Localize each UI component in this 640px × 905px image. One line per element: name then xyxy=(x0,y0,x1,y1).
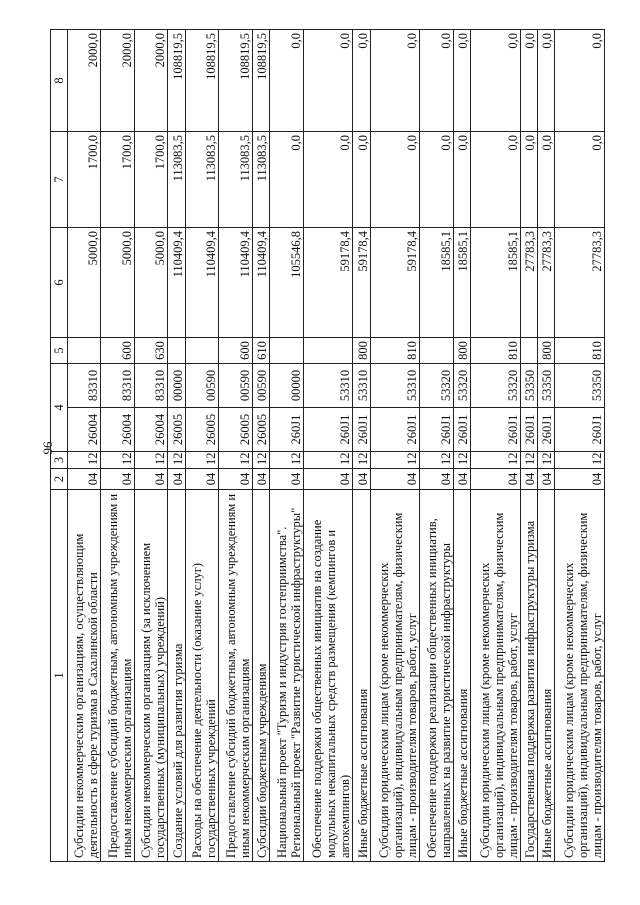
amount-col8-cell: 0,0 xyxy=(453,30,470,132)
pr-cell: 12 xyxy=(420,452,453,469)
expense-type-cell xyxy=(420,338,453,364)
budget-table xyxy=(50,29,605,862)
rotated-page xyxy=(50,30,605,862)
amount-col8-cell: 2000,0 xyxy=(134,30,167,132)
target-article-part1-cell: 26005 xyxy=(252,408,269,452)
amount-col8-cell: 0,0 xyxy=(470,30,520,132)
amount-col7-cell: 113083,5 xyxy=(219,132,252,228)
amount-col7-cell: 0,0 xyxy=(453,132,470,228)
amount-col6-cell: 5000,0 xyxy=(101,228,134,338)
amount-col7-cell: 113083,5 xyxy=(185,132,218,228)
pr-cell: 12 xyxy=(185,452,218,469)
target-article-part1-cell: 260J1 xyxy=(453,408,470,452)
name-cell: Расходы на обеспечение деятельности (оказание услуг) государственных учреждений xyxy=(185,490,218,862)
target-article-part1-cell: 260J1 xyxy=(303,408,353,452)
rz-cell: 04 xyxy=(370,469,420,490)
rz-cell: 04 xyxy=(470,469,520,490)
target-article-part1-cell: 26004 xyxy=(68,408,101,452)
amount-col6-cell: 110409,4 xyxy=(252,228,269,338)
page-number: 96 xyxy=(40,441,55,455)
expense-type-cell: 800 xyxy=(353,338,370,364)
target-article-part1-cell: 260J1 xyxy=(470,408,520,452)
amount-col7-cell: 1700,0 xyxy=(101,132,134,228)
header-cell: 3 xyxy=(51,452,68,469)
name-cell: Государственная поддержка развития инфраструктуры туризма xyxy=(520,490,537,862)
target-article-part1-cell: 26005 xyxy=(168,408,185,452)
pr-cell: 12 xyxy=(270,452,303,469)
table-row xyxy=(219,30,252,862)
name-cell: Субсидии бюджетным учреждениям xyxy=(252,490,269,862)
rz-cell: 04 xyxy=(555,469,605,490)
target-article-part2-cell: 83310 xyxy=(134,364,167,408)
target-article-part1-cell: 260J1 xyxy=(270,408,303,452)
name-cell: Обеспечение поддержки общественных инициатив на создание модульных некапитальных средств размещения (кемпингов и автокемпингов) xyxy=(303,490,353,862)
rz-cell: 04 xyxy=(68,469,101,490)
expense-type-cell: 610 xyxy=(252,338,269,364)
amount-col8-cell: 2000,0 xyxy=(68,30,101,132)
pr-cell: 12 xyxy=(101,452,134,469)
amount-col8-cell: 0,0 xyxy=(555,30,605,132)
amount-col7-cell: 0,0 xyxy=(270,132,303,228)
pr-cell: 12 xyxy=(555,452,605,469)
amount-col7-cell: 0,0 xyxy=(537,132,554,228)
name-cell: Субсидии юридическим лицам (кроме некоммерческих организаций), индивидуальным предпринимателям, физическим лицам - производителям товаров, работ, услуг xyxy=(555,490,605,862)
amount-col6-cell: 18585,1 xyxy=(420,228,453,338)
target-article-part2-cell: 53350 xyxy=(555,364,605,408)
amount-col8-cell: 0,0 xyxy=(420,30,453,132)
amount-col6-cell: 105546,8 xyxy=(270,228,303,338)
pr-cell: 12 xyxy=(68,452,101,469)
pr-cell: 12 xyxy=(252,452,269,469)
table-row xyxy=(134,30,167,862)
amount-col6-cell: 18585,1 xyxy=(470,228,520,338)
target-article-part2-cell: 53310 xyxy=(303,364,353,408)
name-cell: Обеспечение поддержки реализации общественных инициатив, направленных на развитие туристической инфраструктуры xyxy=(420,490,453,862)
amount-col6-cell: 27783,3 xyxy=(520,228,537,338)
table-header-row xyxy=(51,30,68,862)
rz-cell: 04 xyxy=(520,469,537,490)
amount-col8-cell: 0,0 xyxy=(520,30,537,132)
target-article-part2-cell: 53310 xyxy=(370,364,420,408)
target-article-part2-cell: 00000 xyxy=(168,364,185,408)
expense-type-cell: 800 xyxy=(537,338,554,364)
amount-col7-cell: 1700,0 xyxy=(134,132,167,228)
amount-col8-cell: 0,0 xyxy=(537,30,554,132)
name-cell: Предоставление субсидий бюджетным, автономным учреждениям и иным некоммерческим организациям xyxy=(219,490,252,862)
pr-cell: 12 xyxy=(168,452,185,469)
table-row xyxy=(470,30,520,862)
rz-cell: 04 xyxy=(537,469,554,490)
rz-cell: 04 xyxy=(185,469,218,490)
amount-col7-cell: 113083,5 xyxy=(168,132,185,228)
target-article-part2-cell: 53350 xyxy=(537,364,554,408)
rz-cell: 04 xyxy=(168,469,185,490)
amount-col8-cell: 108819,5 xyxy=(252,30,269,132)
target-article-part2-cell: 83310 xyxy=(101,364,134,408)
amount-col7-cell: 0,0 xyxy=(420,132,453,228)
table-row xyxy=(353,30,370,862)
target-article-part1-cell: 260J1 xyxy=(370,408,420,452)
target-article-part2-cell: 53350 xyxy=(520,364,537,408)
amount-col7-cell: 0,0 xyxy=(370,132,420,228)
rz-cell: 04 xyxy=(134,469,167,490)
target-article-part1-cell: 260J1 xyxy=(420,408,453,452)
rz-cell: 04 xyxy=(353,469,370,490)
expense-type-cell: 630 xyxy=(134,338,167,364)
amount-col6-cell: 110409,4 xyxy=(185,228,218,338)
expense-type-cell: 800 xyxy=(453,338,470,364)
pr-cell: 12 xyxy=(537,452,554,469)
target-article-part2-cell: 53320 xyxy=(470,364,520,408)
header-cell: 2 xyxy=(51,469,68,490)
table-row xyxy=(252,30,269,862)
amount-col7-cell: 0,0 xyxy=(520,132,537,228)
amount-col6-cell: 59178,4 xyxy=(303,228,353,338)
rz-cell: 04 xyxy=(252,469,269,490)
amount-col6-cell: 59178,4 xyxy=(353,228,370,338)
expense-type-cell xyxy=(168,338,185,364)
target-article-part2-cell: 53320 xyxy=(453,364,470,408)
expense-type-cell: 810 xyxy=(370,338,420,364)
header-cell: 6 xyxy=(51,228,68,338)
pr-cell: 12 xyxy=(520,452,537,469)
amount-col8-cell: 108819,5 xyxy=(185,30,218,132)
header-cell: 8 xyxy=(51,30,68,132)
expense-type-cell: 600 xyxy=(219,338,252,364)
target-article-part2-cell: 00590 xyxy=(219,364,252,408)
target-article-part2-cell: 00590 xyxy=(252,364,269,408)
amount-col8-cell: 2000,0 xyxy=(101,30,134,132)
expense-type-cell: 810 xyxy=(555,338,605,364)
pr-cell: 12 xyxy=(453,452,470,469)
pr-cell: 12 xyxy=(353,452,370,469)
rz-cell: 04 xyxy=(101,469,134,490)
expense-type-cell: 810 xyxy=(470,338,520,364)
name-cell: Субсидии юридическим лицам (кроме некоммерческих организаций), индивидуальным предпринимателям, физическим лицам - производителям товаров, работ, услуг xyxy=(470,490,520,862)
table-row xyxy=(68,30,101,862)
target-article-part1-cell: 260J1 xyxy=(520,408,537,452)
name-cell: Иные бюджетные ассигнования xyxy=(353,490,370,862)
name-cell: Создание условий для развития туризма xyxy=(168,490,185,862)
amount-col6-cell: 5000,0 xyxy=(68,228,101,338)
table-row xyxy=(303,30,353,862)
rz-cell: 04 xyxy=(453,469,470,490)
amount-col6-cell: 110409,4 xyxy=(168,228,185,338)
pr-cell: 12 xyxy=(219,452,252,469)
expense-type-cell: 600 xyxy=(101,338,134,364)
amount-col6-cell: 5000,0 xyxy=(134,228,167,338)
amount-col7-cell: 0,0 xyxy=(353,132,370,228)
amount-col6-cell: 27783,3 xyxy=(537,228,554,338)
expense-type-cell xyxy=(303,338,353,364)
target-article-part2-cell: 83310 xyxy=(68,364,101,408)
name-cell: Предоставление субсидий бюджетным, автономным учреждениям и иным некоммерческим организациям xyxy=(101,490,134,862)
amount-col6-cell: 27783,3 xyxy=(555,228,605,338)
amount-col6-cell: 18585,1 xyxy=(453,228,470,338)
target-article-part1-cell: 26004 xyxy=(134,408,167,452)
name-cell: Иные бюджетные ассигнования xyxy=(453,490,470,862)
rotated-table-container xyxy=(50,30,605,862)
amount-col8-cell: 0,0 xyxy=(303,30,353,132)
pr-cell: 12 xyxy=(303,452,353,469)
amount-col7-cell: 113083,5 xyxy=(252,132,269,228)
rz-cell: 04 xyxy=(420,469,453,490)
header-cell: 4 xyxy=(51,364,68,452)
amount-col7-cell: 0,0 xyxy=(555,132,605,228)
target-article-part2-cell: 53310 xyxy=(353,364,370,408)
table-row xyxy=(270,30,303,862)
header-cell: 1 xyxy=(51,490,68,862)
amount-col7-cell: 0,0 xyxy=(303,132,353,228)
name-cell: Субсидии юридическим лицам (кроме некоммерческих организаций), индивидуальным предпринимателям, физическим лицам - производителям товаров, работ, услуг xyxy=(370,490,420,862)
target-article-part2-cell: 53320 xyxy=(420,364,453,408)
expense-type-cell xyxy=(270,338,303,364)
header-cell: 5 xyxy=(51,338,68,364)
table-row xyxy=(520,30,537,862)
name-cell: Субсидии некоммерческим организациям, осуществляющим деятельность в сфере туризма в Сахалинской области xyxy=(68,490,101,862)
expense-type-cell xyxy=(68,338,101,364)
table-row xyxy=(101,30,134,862)
amount-col6-cell: 110409,4 xyxy=(219,228,252,338)
amount-col8-cell: 0,0 xyxy=(270,30,303,132)
pr-cell: 12 xyxy=(370,452,420,469)
name-cell: Иные бюджетные ассигнования xyxy=(537,490,554,862)
expense-type-cell xyxy=(185,338,218,364)
target-article-part1-cell: 26004 xyxy=(101,408,134,452)
table-row xyxy=(555,30,605,862)
target-article-part1-cell: 26005 xyxy=(185,408,218,452)
amount-col8-cell: 108819,5 xyxy=(168,30,185,132)
table-body xyxy=(68,30,605,862)
amount-col7-cell: 1700,0 xyxy=(68,132,101,228)
name-cell: Национальный проект "Туризм и индустрия гостеприимства". Региональный проект "Развитие туристической инфраструктуры" xyxy=(270,490,303,862)
amount-col7-cell: 0,0 xyxy=(470,132,520,228)
name-cell: Субсидии некоммерческим организациям (за исключением государственных (муниципальных) учреждений) xyxy=(134,490,167,862)
target-article-part2-cell: 00000 xyxy=(270,364,303,408)
pr-cell: 12 xyxy=(470,452,520,469)
table-row xyxy=(185,30,218,862)
expense-type-cell xyxy=(520,338,537,364)
rz-cell: 04 xyxy=(270,469,303,490)
header-cell: 7 xyxy=(51,132,68,228)
rz-cell: 04 xyxy=(303,469,353,490)
rz-cell: 04 xyxy=(219,469,252,490)
table-row xyxy=(370,30,420,862)
table-row xyxy=(537,30,554,862)
table-row xyxy=(453,30,470,862)
table-row xyxy=(168,30,185,862)
target-article-part1-cell: 26005 xyxy=(219,408,252,452)
target-article-part1-cell: 260J1 xyxy=(353,408,370,452)
target-article-part1-cell: 260J1 xyxy=(555,408,605,452)
target-article-part2-cell: 00590 xyxy=(185,364,218,408)
amount-col8-cell: 0,0 xyxy=(370,30,420,132)
table-row xyxy=(420,30,453,862)
target-article-part1-cell: 260J1 xyxy=(537,408,554,452)
amount-col8-cell: 0,0 xyxy=(353,30,370,132)
pr-cell: 12 xyxy=(134,452,167,469)
amount-col8-cell: 108819,5 xyxy=(219,30,252,132)
amount-col6-cell: 59178,4 xyxy=(370,228,420,338)
